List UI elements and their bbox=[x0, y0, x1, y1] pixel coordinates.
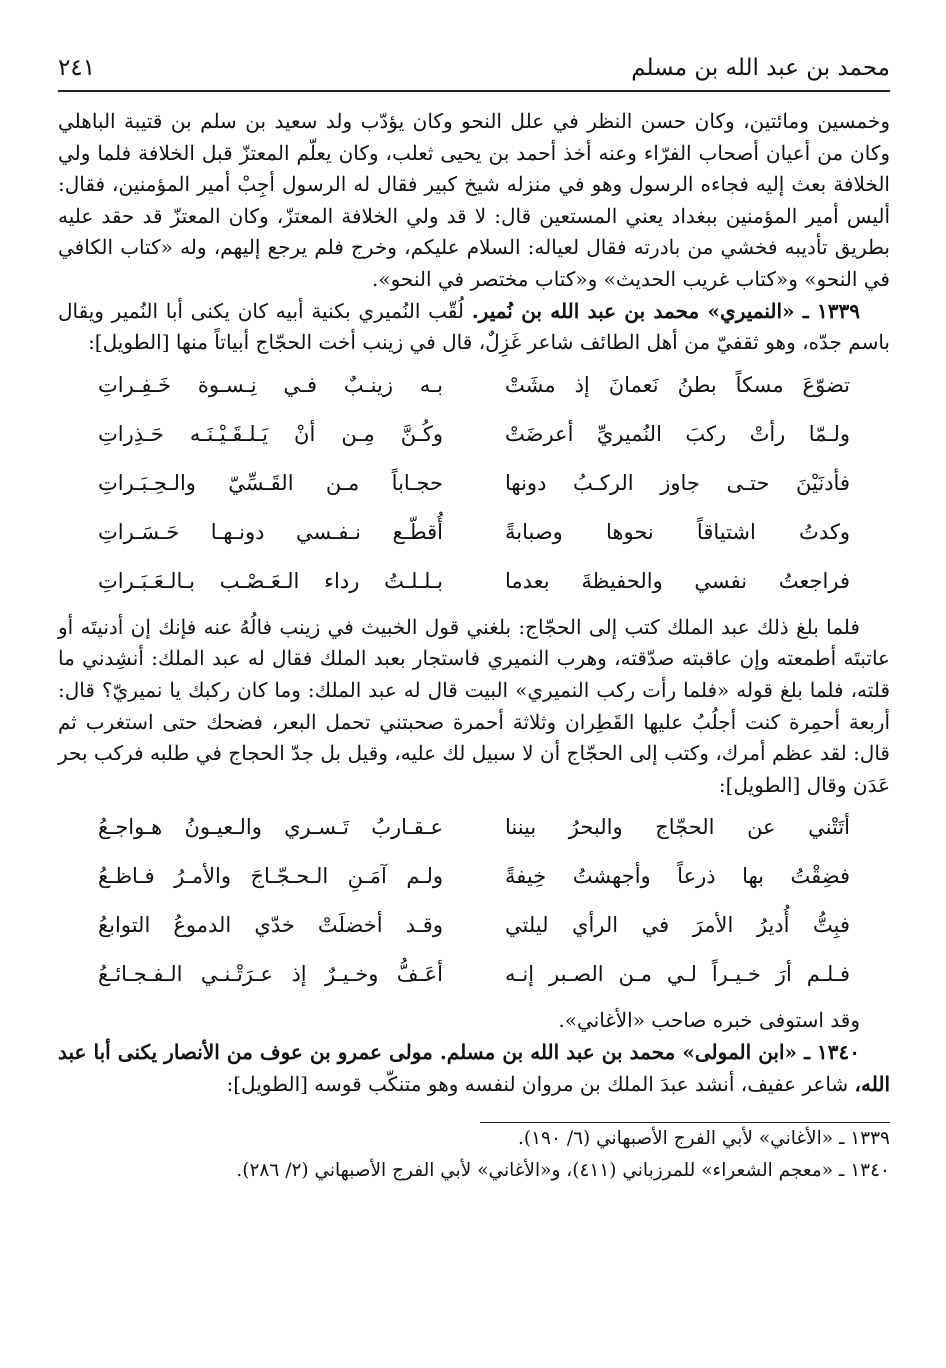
entry-1340 bbox=[58, 1037, 890, 1100]
page-body bbox=[58, 106, 890, 1187]
hemistich-first: أتَتْني عن الحجّاج والبحرُ بيننا bbox=[505, 815, 850, 840]
hemistich-second: بـه زينـبٌ فـي نِـسـوة خَـفِـراتِ bbox=[98, 372, 443, 397]
hemistich-second: أُقطّـع نـفـسي دونـهـا حَـسَـراتِ bbox=[98, 519, 443, 544]
verse bbox=[58, 950, 890, 999]
hemistich-second: بـلـلـتُ رداء الـعَـصْـب بـالـعَـبَـراتِ bbox=[98, 568, 443, 593]
page-number: ٢٤١ bbox=[58, 55, 96, 81]
header-rule bbox=[58, 90, 890, 92]
entry-1339-head: ١٣٣٩ ـ «النميري» محمد بن عبد الله بن نُمير. bbox=[471, 298, 860, 323]
verse bbox=[58, 557, 890, 606]
footnote: ١٣٤٠ ـ «معجم الشعراء» للمرزباني (٤١١)، و«الأغاني» لأبي الفرج الأصبهاني (٢/ ٢٨٦). bbox=[236, 1160, 890, 1182]
entry-1340-text: شاعر عفيف، أنشد عبدَ الملك بن مروان لنفسه وهو متنكّب قوسه [الطويل]: bbox=[226, 1071, 855, 1096]
footnotes bbox=[58, 1123, 890, 1187]
verse bbox=[58, 459, 890, 508]
poem-1 bbox=[58, 361, 890, 606]
verse bbox=[58, 901, 890, 950]
hemistich-second: أعَـفُّ وخـيـرٌ إذ عـرَتْـنـي الـفـجـائـعُ bbox=[98, 962, 443, 987]
paragraph-source-note: وقد استوفى خبره صاحب «الأغاني». bbox=[558, 1008, 860, 1033]
hemistich-first: وكدتُ اشتياقاً نحوها وصبابةً bbox=[505, 519, 850, 544]
book-page bbox=[58, 50, 890, 1187]
hemistich-first: فراجعتُ نفسي والحفيظةَ بعدما bbox=[505, 568, 850, 593]
hemistich-first: فـلـم أرَ خـيـراً لـي مـن الصـبر إنـه bbox=[505, 962, 850, 987]
entry-1339-text: لُقّب النُميري بكنية أبيه كان يكنى أبا النُمير ويقال باسم جدّه، وهو ثقفيّ من أهل الطائف شاعر غَزِلٌ، قال في زينب أخت الحجّاج أبياتاً منها [الطويل]: bbox=[58, 298, 890, 355]
hemistich-first: ولـمّا رأتْ ركبَ النُميريِّ أعرضَتْ bbox=[505, 421, 850, 446]
verse bbox=[58, 852, 890, 901]
verse bbox=[58, 361, 890, 410]
verse bbox=[58, 508, 890, 557]
paragraph-story: فلما بلغ ذلك عبد الملك كتب إلى الحجّاج: بلغني قول الخبيث في زينب فالُهُ عنه فإنك إن أدنيتَه أو عاتبتَه أطمعته وإن عاقبته صدّقته، وهرب النميري فاستجار بعبد الملك فقال له عبد الملك: أنشِدني ما قلته، فلما بلغ قوله «فلما رأت ركب النميري» البيت قال له عبد الملك: وما كان ركبك يا نميريّ؟ قال: أربعة أحمِرة كنت أجلُبُ عليها القَطِران وثلاثة أحمرة صحبتني تحمل البعر، فضحك حتى استغرب ثم قال: لقد عظم أمرك، وكتب إلى الحجّاج أن لا سبيل لك عليه، وقيل بل جدّ الحجاج في طلبه فركب بحر عَدَن وقال [الطويل]: bbox=[58, 614, 890, 797]
verse bbox=[58, 410, 890, 459]
poem-2 bbox=[58, 803, 890, 999]
hemistich-first: فضِقْتُ بها ذرعاً وأجهشتُ خِيفةً bbox=[505, 864, 850, 889]
paragraph-continued: وخمسين ومائتين، وكان حسن النظر في علل النحو وكان يؤدّب ولد سعيد بن سلم بن قتيبة الباهلي وكان من أعيان أصحاب الفرّاء وعنه أخذ أحمد بن يحيى ثعلب، وكان يعلّم المعتزّ قبل الخلافة فلما ولي الخلافة بعث إليه فجاءه الرسول وهو في منزله شيخ كبير فقال له الرسول أجِبْ أمير المؤمنين، فقال: أليس أمير المؤمنين ببغداد يعني المستعين قال: لا قد ولي الخلافة المعتزّ، وكان المعتزّ قد حقد عليه بطريق تأديبه فخشي من بادرته فقال لعياله: السلام عليكم، وخرج فلم يرجع إليهم، وله «كتاب الكافي في النحو» و«كتاب غريب الحديث» و«كتاب مختصر في النحو». bbox=[58, 109, 890, 291]
footnote: ١٣٣٩ ـ «الأغاني» لأبي الفرج الأصبهاني (٦/ ١٩٠). bbox=[518, 1128, 890, 1150]
verse bbox=[58, 803, 890, 852]
hemistich-second: وكُـنَّ مِـن أنْ يَـلـقَـيْـنَـه حَـذِراتِ bbox=[98, 421, 443, 446]
hemistich-second: حجـاباً مـن القَـسِّيّ والـحِـبَـراتِ bbox=[98, 470, 443, 495]
hemistich-first: تضوّعَ مسكاً بطنُ نَعمانَ إذ مشَتْ bbox=[505, 372, 850, 397]
hemistich-second: عـقـاربُ تَـسـري والـعيـونُ هـواجـعُ bbox=[98, 815, 443, 840]
running-title: محمد بن عبد الله بن مسلم bbox=[631, 55, 890, 81]
entry-1339 bbox=[58, 296, 890, 359]
page-header bbox=[58, 50, 890, 86]
hemistich-second: ولـم آمَـنِ الـحـجّـاجَ والأمـرُ فـاظـعُ bbox=[98, 864, 443, 889]
hemistich-first: فأدنَيْنَ حتـى جاوز الركـبُ دونها bbox=[505, 470, 850, 495]
entry-1340-head: ١٣٤٠ ـ «ابن المولى» محمد بن عبد الله بن مسلم. مولى عمرو بن عوف من الأنصار يكنى أبا عبد الله، bbox=[58, 1039, 890, 1096]
hemistich-second: وقـد أخضلَتْ خدّي الدموعُ التوابعُ bbox=[98, 913, 443, 938]
hemistich-first: فبِتُّ أُديرُ الأمرَ في الرأي ليلتي bbox=[505, 913, 850, 938]
